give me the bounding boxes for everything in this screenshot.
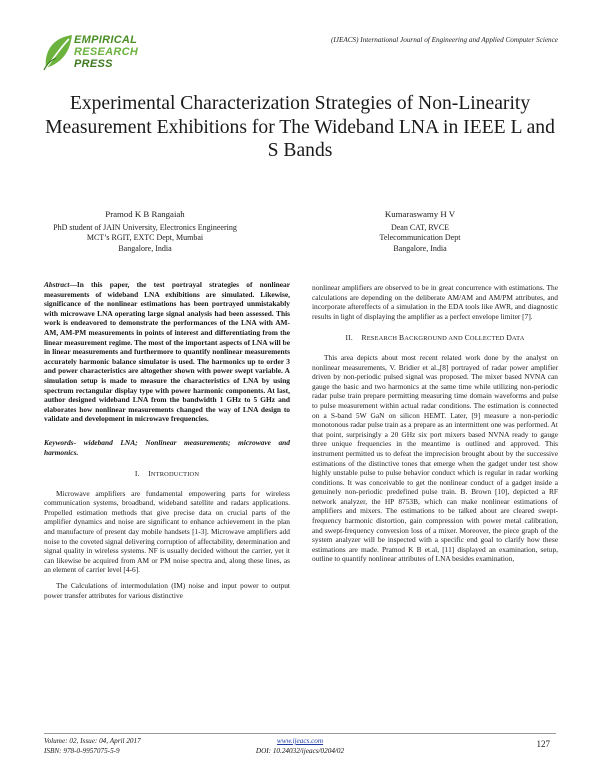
section-number: II. bbox=[345, 333, 354, 343]
section-title-rest: NTRODUCTION bbox=[150, 471, 200, 479]
author-name: Pramod K B Rangaiah bbox=[105, 209, 185, 219]
footer-doi: DOI: 10.24032/ijeacs/0204/02 bbox=[255, 746, 345, 755]
logo-line-3: PRESS bbox=[74, 58, 113, 70]
section-title-part: D bbox=[506, 333, 512, 343]
author-affiliation-line: PhD student of JAIN University, Electronics Engineering bbox=[53, 222, 237, 232]
journal-header: (IJEACS) International Journal of Engineering and Applied Computer Science bbox=[330, 36, 558, 44]
section-number: I. bbox=[134, 469, 140, 479]
paragraph: The Calculations of intermodulation (IM) noise and input power to output power transfer attributes for various distinctive bbox=[44, 581, 290, 600]
page-number: 127 bbox=[536, 739, 550, 749]
author-affiliation-line: Telecommunication Dept bbox=[379, 233, 461, 243]
section-title-part: ACKGROUND AND bbox=[404, 335, 465, 343]
paragraph: This area depicts about most recent related work done by the analyst on nonlinear measurements, V. Bridier et al.,[8] portrayed of radar power amplifier driven by non-periodic pulsed signal was proposed. The mixer based NVNA can gauge the basic and two harmonics at the same time while utilizing non-periodic radar pulse train prepare permitting measuring time domain waveforms and pulse to pulse measurement within actual radar conditions. The estimation is connected on a S-band 5W GaN on silicon HEMT. Later, [9] measure a non-periodic monotonous radar pulse train as a prepare as an intermittent one was performed. At that point, surprisingly a 20 GHz six port mixers based NVNA ready to gauge three unique frequencies in the meantime is outlined and approved. This instrument permitted us to defeat the imprecision brought about by the successive estimations of the distinctive tones that emerge when the gadget under test show highly unstable pulse to pulse behavior conduct which is regular in radar working conditions. It was conceivable to get the nonlinear conduct of a gadget inside a genuinely non-periodic predefined pulse train. B. Brown [10], depicted a RF network analyzer, the HP 8753B, which can make nonlinear estimations of amplifiers and mixers. The estimations to be talked about are cleared swept-frequency harmonic distortion, gain compression with power metal calibration, and swept-frequency conversion loss of a mixer. Moreover, the piece graph of the system analyzer will be inspected with a specific end goal to clarify how these estimations are made. Pramod K B et.al, [11] displayed an examination, setup, outline to quantify nonlinear attributes of LNA besides examination, bbox=[312, 352, 558, 564]
paragraph: nonlinear amplifiers are observed to be in great concurrence with estimations. The calculations are depending on the deliberate AM/AM and AM/PM attributes, and incorporate aftereffects of a simulation in the EDA tools like AWR, and diagnostic results in light of displaying the amplifier as a perfect envelope limiter [7]. bbox=[312, 283, 558, 321]
author-affiliation-line: Dean CAT, RVCE bbox=[390, 222, 450, 232]
section-title-part: B bbox=[399, 333, 405, 343]
section-heading-background bbox=[312, 333, 558, 344]
leaf-logo-icon bbox=[42, 32, 76, 72]
abstract-label: Abstract bbox=[44, 280, 70, 289]
section-heading-introduction bbox=[44, 469, 290, 480]
author-name: Kumaraswamy H V bbox=[384, 209, 456, 219]
section-title-part: ESEARCH bbox=[366, 335, 400, 343]
logo-line-2: RESEARCH bbox=[74, 46, 139, 58]
right-column bbox=[312, 283, 558, 570]
paper-title: Experimental Characterization Strategies of Non-Linearity Measurement Exhibitions for The Wideband LNA in IEEE L and S Bands bbox=[45, 93, 555, 161]
footer-volume: Volume: 02, Issue: 04, April 2017 bbox=[44, 737, 141, 745]
section-title-part: OLLECTED bbox=[469, 335, 507, 343]
abstract bbox=[44, 280, 290, 424]
author-affiliation-line: Bangalore, India bbox=[118, 243, 172, 253]
footer-left bbox=[44, 737, 141, 756]
section-title-part: ATA bbox=[512, 335, 525, 343]
footer-center bbox=[230, 737, 370, 756]
section-title-part: R bbox=[361, 333, 367, 343]
logo-line-1: EMPIRICAL bbox=[74, 34, 138, 46]
author-block-1 bbox=[30, 209, 260, 254]
author-affiliation-line: Bangalore, India bbox=[393, 243, 447, 253]
footer-divider bbox=[44, 733, 556, 734]
footer-isbn: ISBN: 978-0-9957075-5-9 bbox=[44, 746, 120, 755]
author-affiliation-line: MCT’s RGIT, EXTC Dept, Mumbai bbox=[86, 233, 204, 243]
section-title-initial: I bbox=[148, 469, 151, 479]
paragraph: Microwave amplifiers are fundamental empowering parts for wireless communication systems, broadband, wideband satellite and radars applications. Propelled estimation methods that give precise data on crucial parts of the amplifier dynamics and noise are significant to enhance achievement in the plan and manufacture of present day mobile handsets [1-3]. Microwave amplifiers add noise to the coveted signal delivering corruption of affectability, determination and signal quality in wireless systems. NF is usually decided without the carrier, yet it can likewise be acquired from AM or PM noise spectra and, along these lines, as an element of carrier level [4-6]. bbox=[44, 488, 290, 575]
publisher-logo bbox=[42, 30, 152, 82]
footer-site-link[interactable]: www.ijeacs.com bbox=[276, 737, 324, 745]
section-title-part: C bbox=[464, 333, 470, 343]
left-column bbox=[44, 280, 290, 606]
keywords: Keywords- wideband LNA; Nonlinear measurements; microwave and harmonics. bbox=[44, 437, 290, 457]
author-block-2 bbox=[320, 209, 520, 254]
abstract-text: —In this paper, the test portrayal strategies of nonlinear measurements of wideband LNA exhibitions are simulated. Likewise, significance of the nonlinear estimations has been portrayed unmistakably with microwave LNA operating large signal analysis had been assessed. This work is endeavored to demonstrate the performances of the LNA with AM-AM, AM-PM measurements in points of interest and differentiating from the linear measurement regime. The most of the important aspects of LNA will be in linear measurements and furthermore to quantify nonlinear measurements accurately harmonic balance simulator is used. The harmonics up to order 3 and power characteristics are altogether shown with power swept variable. A simulation setup is made to measure the characteristics of LNA by using spectrum rectangular display type with power harmonic components. At last, author designed wideband LNA from the bandwidth 1 GHz to 5 GHz and elaborates how nonlinear measurements changed the way of LNA design to validate and development in microwave frequencies. bbox=[44, 280, 290, 424]
